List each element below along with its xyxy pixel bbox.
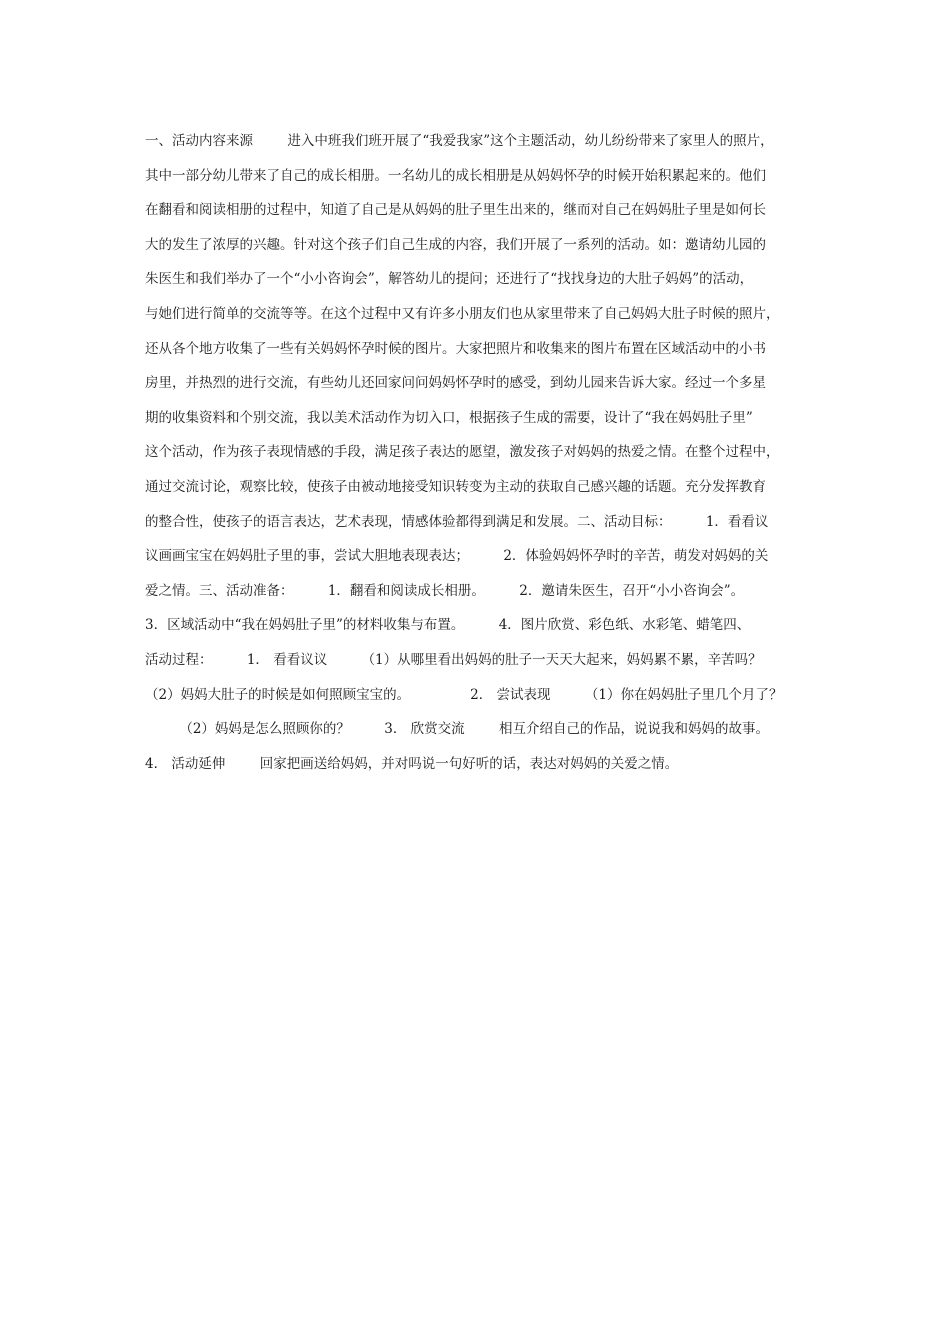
text-line: 议画画宝宝在妈妈肚子里的事，尝试大胆地表现表达； 2．体验妈妈怀孕时的辛苦，萌发对妈妈的关 [145,548,769,565]
text-line: 4． 活动延伸 回家把画送给妈妈，并对吗说一句好听的话，表达对妈妈的关爱之情。 [145,755,679,772]
text-line: 的整合性，使孩子的语言表达，艺术表现，情感体验都得到满足和发展。二、活动目标： 1．看看议 [145,513,769,530]
text-line: 在翻看和阅读相册的过程中，知道了自己是从妈妈的肚子里生出来的，继而对自己在妈妈肚子里是如何长 [145,202,766,219]
text-line: 与她们进行简单的交流等等。在这个过程中又有许多小朋友们也从家里带来了自己妈妈大肚子时候的照片， [145,305,780,322]
text-line: 房里，并热烈的进行交流，有些幼儿还回家问问妈妈怀孕时的感受，到幼儿园来告诉大家。经过一个多星 [145,375,766,392]
document-body [145,124,811,781]
text-line: 其中一部分幼儿带来了自己的成长相册。一名幼儿的成长相册是从妈妈怀孕的时候开始积累起来的。他们 [145,167,766,184]
text-line: 一、活动内容来源 进入中班我们班开展了“我爱我家”这个主题活动，幼儿纷纷带来了家里人的照片， [145,133,774,149]
text-line: （2）妈妈是怎么照顾你的？ 3． 欣赏交流 相互介绍自己的作品，说说我和妈妈的故事。 [145,721,769,738]
text-line: 通过交流讨论，观察比较，使孩子由被动地接受知识转变为主动的获取自己感兴趣的话题。充分发挥教育 [145,478,766,495]
text-line: 爱之情。三、活动准备： 1．翻看和阅读成长相册。 2．邀请朱医生，召开“小小咨询会”。 [145,582,745,599]
text-line: 这个活动，作为孩子表现情感的手段，满足孩子表达的愿望，激发孩子对妈妈的热爱之情。在整个过程中， [145,444,780,461]
text-line: 还从各个地方收集了一些有关妈妈怀孕时候的图片。大家把照片和收集来的图片布置在区域活动中的小书 [145,340,766,357]
text-line: 期的收集资料和个别交流，我以美术活动作为切入口，根据孩子生成的需要，设计了“我在妈妈肚子里” [145,409,753,426]
text-line: 大的发生了浓厚的兴趣。针对这个孩子们自己生成的内容，我们开展了一系列的活动。如：邀请幼儿园的 [145,236,766,253]
text-line: 活动过程： 1． 看看议议 （1）从哪里看出妈妈的肚子一天天大起来，妈妈累不累，辛苦吗？ [145,651,762,668]
text-line: （2）妈妈大肚子的时候是如何照顾宝宝的。 2． 尝试表现 （1）你在妈妈肚子里几个月了？ [145,686,783,703]
text-line: 3．区域活动中“我在妈妈肚子里”的材料收集与布置。 4．图片欣赏、彩色纸、水彩笔、蜡笔四、 [145,617,751,634]
text-line: 朱医生和我们举办了一个“小小咨询会”，解答幼儿的提问；还进行了“找找身边的大肚子妈妈”的活动， [145,271,754,288]
